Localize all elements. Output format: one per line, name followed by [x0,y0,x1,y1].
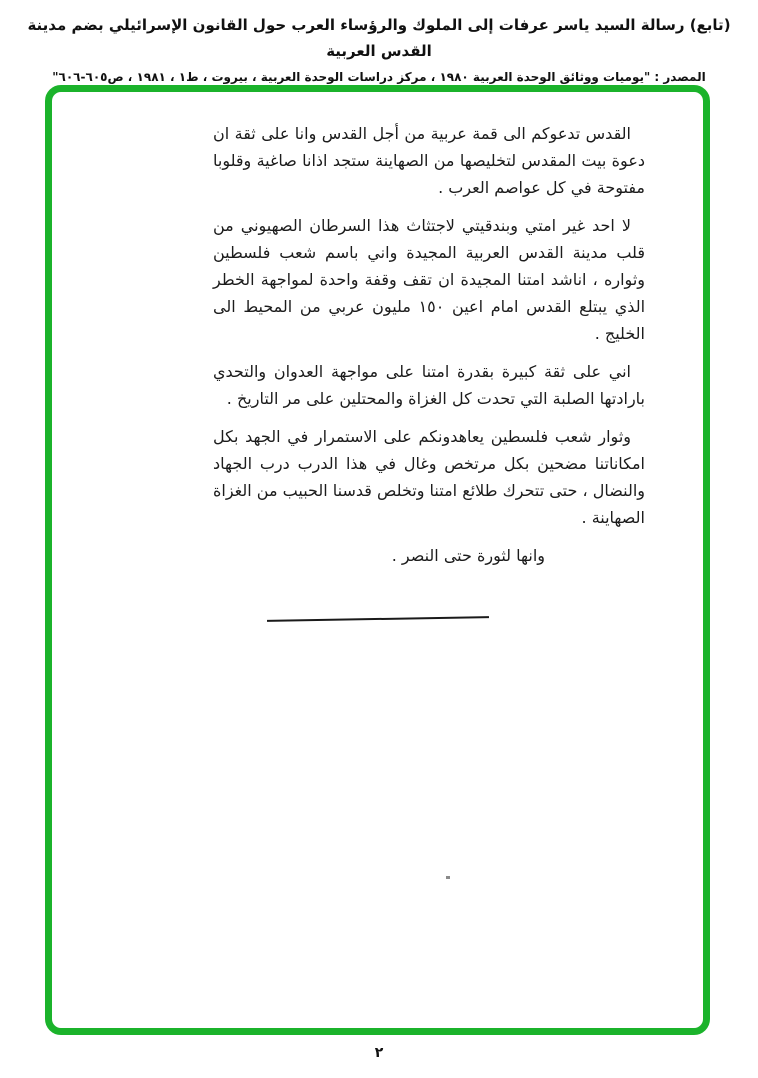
page-number: ٢ [374,1045,384,1061]
header-source-citation: المصدر : "يوميات ووثائق الوحدة العربية ١٩٨٠ ، مركز دراسات الوحدة العربية ، بيروت ، ط١ ، ١٩٨١ ، ص٦٠٥-٦٠٦" [52,70,706,84]
document-header [0,12,758,84]
letter-body [213,120,645,580]
scan-artifact [446,876,450,879]
letter-paragraph-4: وثوار شعب فلسطين يعاهدونكم على الاستمرار في الجهد بكل امكاناتنا مضحين بكل مرتخص وغال في هذا الدرب درب الجهاد والنضال ، حتى تتحرك طلائع امتنا وتخلص قدسنا الحبيب من الغزاة الصهاينة . [213,427,645,527]
letter-paragraph-1: القدس تدعوكم الى قمة عربية من أجل القدس وانا على ثقة ان دعوة بيت المقدس لتخليصها من الصهاينة ستجد اذانا صاغية وقلوبا مفتوحة في كل عواصم العرب . [213,124,645,197]
letter-closing-line: وانها لثورة حتى النصر . [391,546,545,565]
header-title: (تابع) رسالة السيد ياسر عرفات إلى الملوك والرؤساء العرب حول القانون الإسرائيلي بضم مدينة القدس العربية [27,16,731,60]
letter-paragraph-2: لا احد غير امتي وبندقيتي لاجتثاث هذا السرطان الصهيوني من قلب مدينة القدس العربية المجيدة واني باسم شعب فلسطين وثواره ، اناشد امتنا المجيدة ان تقف وقفة واحدة لمواجهة الخطر الذي يبتلع القدس امام اعين ١٥٠ مليون عربي من المحيط الى الخليج . [213,216,646,343]
letter-paragraph-3: اني على ثقة كبيرة بقدرة امتنا على مواجهة العدوان والتحدي بارادتها الصلبة التي تحدت كل الغزاة والمحتلين على مر التاريخ . [213,362,645,408]
